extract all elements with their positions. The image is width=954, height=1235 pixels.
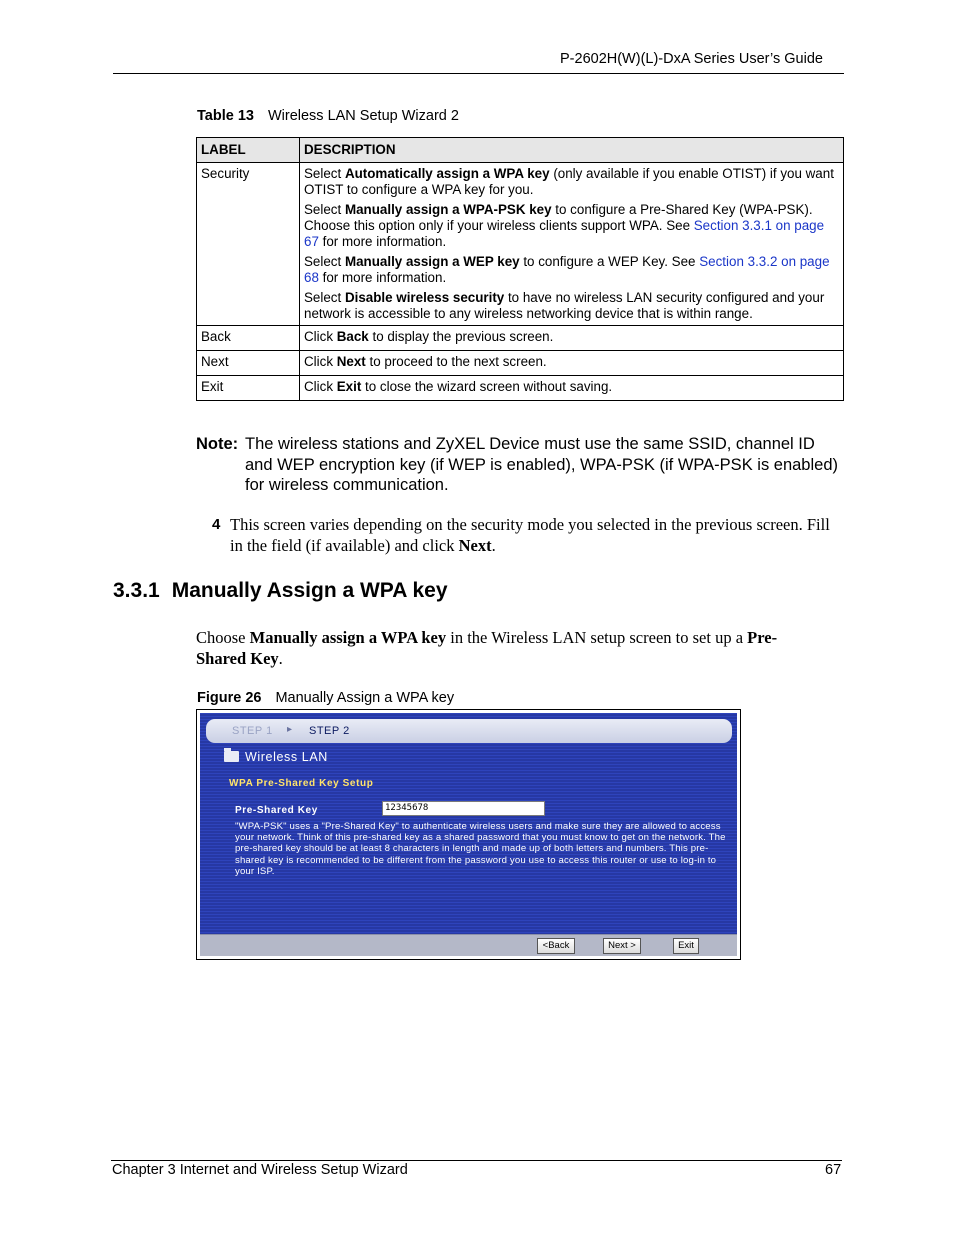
section-3-3-2-link[interactable]: Section 3.3.2 on page 68 [304, 254, 830, 285]
folder-icon [224, 751, 239, 762]
table-caption-label: Table 13 [197, 108, 254, 124]
note-text: The wireless stations and ZyXEL Device must use the same SSID, channel ID and WEP encryption key (if WEP is enabled), WPA-PSK (if WPA-PSK is enabled) for wireless communication. [245, 435, 839, 494]
next-label: Next [197, 351, 300, 376]
step-number: 4 [212, 516, 221, 533]
footer-page-number: 67 [825, 1162, 842, 1178]
wpa-psk-setup-title: WPA Pre-Shared Key Setup [229, 778, 374, 789]
body-paragraph: Choose Manually assign a WPA key in the Wireless LAN setup screen to set up a Pre-Shared Key. [196, 628, 778, 668]
security-label: Security [197, 163, 300, 326]
header-title: P-2602H(W)(L)-DxA Series User’s Guide [560, 51, 823, 67]
figure-caption-text: Manually Assign a WPA key [275, 690, 455, 706]
exit-label: Exit [197, 376, 300, 401]
exit-description: Click Exit to close the wizard screen without saving. [300, 376, 844, 401]
table-row-exit [197, 376, 844, 401]
section-number: 3.3.1 [113, 579, 160, 602]
figure-caption [197, 690, 454, 706]
note-label: Note: [196, 435, 239, 453]
back-description: Click Back to display the previous screen. [300, 326, 844, 351]
step-2-tab[interactable]: STEP 2 [309, 725, 350, 737]
header-rule [113, 73, 844, 74]
next-button[interactable]: Next > [603, 938, 641, 954]
psk-input[interactable]: 12345678 [382, 801, 545, 816]
col-label-header: LABEL [197, 138, 300, 163]
wizard-screen [200, 713, 737, 956]
figure-screenshot [196, 709, 741, 960]
table-header-row [197, 138, 844, 163]
exit-button[interactable]: Exit [673, 938, 699, 954]
wizard-step-bar [206, 719, 732, 743]
back-label: Back [197, 326, 300, 351]
step-1-tab[interactable]: STEP 1 [232, 725, 273, 737]
table-caption-text: Wireless LAN Setup Wizard 2 [267, 108, 459, 124]
footer-rule [111, 1160, 842, 1161]
step-arrow-icon: ▸ [287, 724, 293, 735]
security-description: Select Automatically assign a WPA key (only available if you enable OTIST) if you want OTIST to configure a WPA key for you. Select Manually assign a WPA-PSK key to configure a Pre-Shared Key (WPA-PSK). Choose this option only if your wireless clients support WPA. See Section 3.3.1 on page 67 for more information. Select Manually assign a WEP key to configure a WEP Key. See Section 3.3.2 on page 68 for more information. Select Disable wireless security to have no wireless LAN security configured and your network is accessible to any wireless networking device that is within range. [300, 163, 844, 326]
psk-description: "WPA-PSK" uses a "Pre-Shared Key" to authenticate wireless users and make sure they are allowed to access your network. Think of this pre-shared key as a shared password that you must know to get on the network. The pre-shared key should be at least 8 characters in length and made up of both letters and numbers. This pre-shared key is recommended to be different from the password you use to access this router or use to log-in to your ISP. [235, 821, 726, 877]
wireless-lan-heading: Wireless LAN [224, 750, 328, 764]
table-row-security [197, 163, 844, 326]
wizard-table [196, 137, 844, 401]
table-row-back [197, 326, 844, 351]
section-title: Manually Assign a WPA key [171, 579, 448, 602]
table-caption [197, 108, 459, 124]
col-description-header: DESCRIPTION [300, 138, 844, 163]
figure-caption-label: Figure 26 [197, 690, 262, 706]
psk-label: Pre-Shared Key [235, 805, 318, 816]
footer-chapter: Chapter 3 Internet and Wireless Setup Wizard [112, 1162, 408, 1178]
button-bar [200, 934, 737, 956]
section-3-3-1-link[interactable]: Section 3.3.1 on page 67 [304, 218, 825, 249]
back-button[interactable]: <Back [537, 938, 575, 954]
table-row-next [197, 351, 844, 376]
next-description: Click Next to proceed to the next screen. [300, 351, 844, 376]
section-heading [113, 579, 448, 603]
step-text: This screen varies depending on the security mode you selected in the previous screen. Fill in the field (if available) and click Next. [230, 515, 830, 555]
